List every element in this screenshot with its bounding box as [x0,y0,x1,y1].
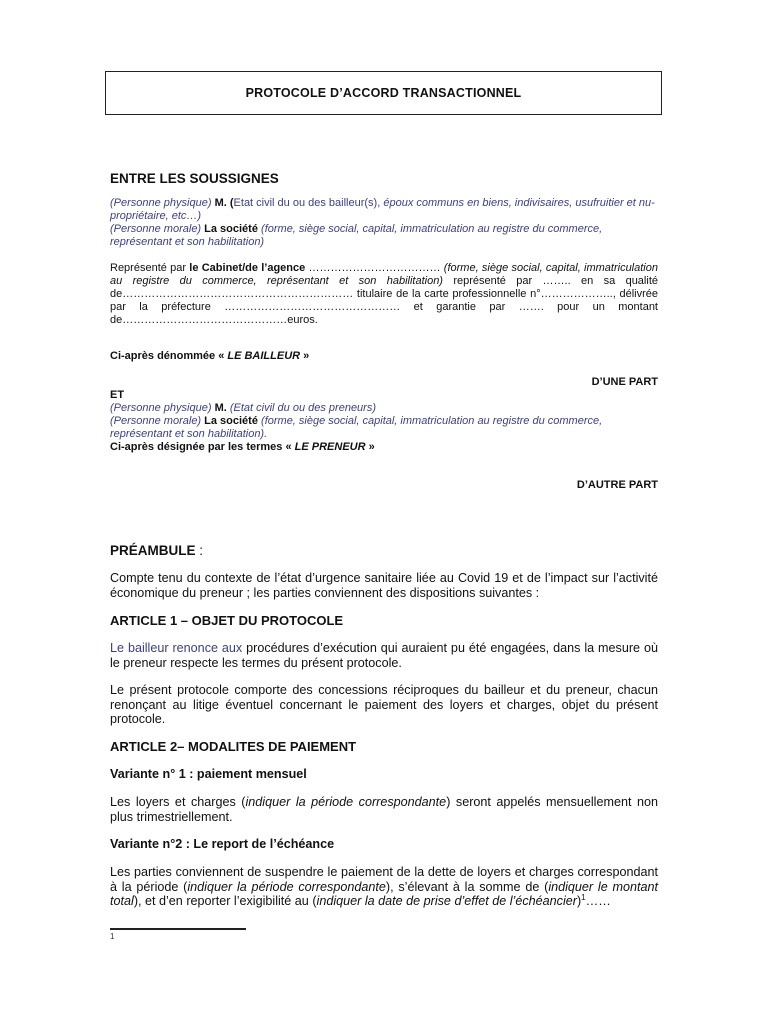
variante-1-heading: Variante n° 1 : paiement mensuel [110,767,307,781]
article-1-paragraph-2: Le présent protocole comporte des concessions réciproques du bailleur et du preneur, chacun renonçant au litige éventuel concernant le paiement des loyers et charges, objet du présent protocole. [110,683,658,726]
document-title: PROTOCOLE D’ACCORD TRANSACTIONNEL [245,86,522,100]
bailleur-represente-par: Représenté par le Cabinet/de l’agence ……………………………… (forme, siège social, capital, immatriculation au registre du commerce, représentant et son habilitation) représenté par …….. en sa qualité de……………………………………………………… titulaire de la carte professionnelle n°……………….., délivrée par la préfecture ………………………………………… et garantie par ……. pour un montant de………………………………………euros. [110,262,658,326]
variante-1-text: Les loyers et charges (indiquer la période correspondante) seront appelés mensuellement non plus trimestriellement. [110,795,658,824]
document-title-box [105,71,662,115]
preambule-heading: PRÉAMBULE : [110,543,204,558]
d-autre-part: D’AUTRE PART [576,479,658,491]
preneur-personne-morale: (Personne morale) La société (forme, siège social, capital, immatriculation au registre du commerce, représentant et son habilitation). [110,415,603,440]
d-une-part: D’UNE PART [591,376,658,388]
footnote-number: 1 [110,932,115,941]
variante-2-text: Les parties conviennent de suspendre le paiement de la dette de loyers et charges correspondant à la période (indiquer la période correspondante), s’élevant à la somme de (indiquer le montant total), et d’en reporter l’exigibilité au (indiquer la date de prise d’effet de l’échéancier)$^1$…… [110,865,659,908]
entre-heading: ENTRE LES SOUSSIGNES [110,171,279,186]
article-1-heading: ARTICLE 1 – OBJET DU PROTOCOLE [110,613,344,628]
preambule-text: Compte tenu du contexte de l’état d’urgence sanitaire liée au Covid 19 et de l’impact sur l’activité économique du preneur ; les parties conviennent des dispositions suivantes : [110,571,658,600]
et-separator: ET [110,389,125,401]
preneur-ci-apres: Ci-après désignée par les termes « LE PRENEUR » [110,441,375,453]
bailleur-ci-apres: Ci-après dénommée « LE BAILLEUR » [110,350,310,362]
article-1-paragraph-1: Le bailleur renonce aux procédures d’exécution qui auraient pu été engagées, dans la mesure où le preneur respecte les termes du présent protocole. [110,641,658,670]
bailleur-personne-morale: (Personne morale) La société (forme, siège social, capital, immatriculation au registre du commerce, représentant et son habilitation) [110,223,603,248]
variante-2-heading: Variante n°2 : Le report de l’échéance [110,837,335,851]
footnote-ref[interactable]: 1 [581,892,586,902]
preneur-personne-physique: (Personne physique) M. (Etat civil du ou des preneurs) [110,402,377,414]
footnote-separator [110,928,246,930]
article-2-heading: ARTICLE 2– MODALITES DE PAIEMENT [110,739,357,754]
bailleur-personne-physique: (Personne physique) M. (Etat civil du ou des bailleur(s), époux communs en biens, indivisaires, usufruitier et nu-propriétaire, etc…) [110,197,655,222]
